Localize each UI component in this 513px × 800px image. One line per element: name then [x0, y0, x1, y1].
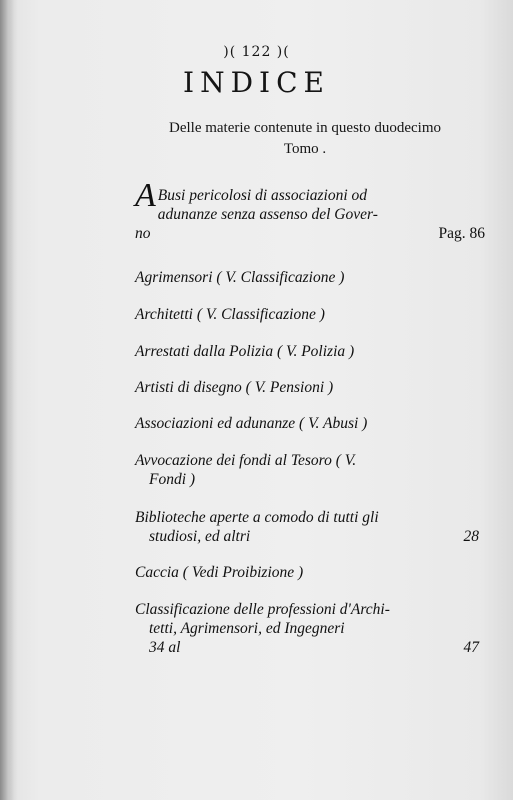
entry-line-text: 34 al	[149, 639, 181, 656]
entry-line: Fondi )	[149, 471, 196, 488]
index-entry-caccia	[135, 563, 485, 582]
entry-line: Avvocazione dei fondi al Tesoro ( V.	[135, 452, 357, 469]
entry-line: Architetti ( V. Classificazione )	[135, 306, 325, 323]
page-number: )( 122 )(	[223, 44, 290, 60]
page-reference: Pag. 86	[438, 225, 485, 242]
entry-line: Agrimensori ( V. Classificazione )	[135, 269, 345, 286]
entry-line: Associazioni ed adunanze ( V. Abusi )	[135, 415, 368, 432]
drop-cap: A	[135, 177, 156, 214]
entry-line: adunanze senza assenso del Gover-	[157, 206, 378, 223]
index-entry-classificazione	[135, 600, 485, 657]
index-entry-artisti	[135, 378, 485, 397]
index-entry-agrimensori	[135, 268, 485, 287]
page-reference: 28	[463, 528, 479, 545]
index-entry-avvocazione	[135, 451, 485, 489]
entry-line: tetti, Agrimensori, ed Ingegneri	[149, 620, 345, 637]
index-entry-biblioteche	[135, 508, 485, 546]
page-edge	[0, 0, 14, 800]
subtitle	[110, 118, 500, 160]
entry-line	[135, 527, 485, 546]
index-entry-architetti	[135, 305, 485, 324]
entry-line-text: studiosi, ed altri	[149, 528, 251, 545]
entry-line: Arrestati dalla Polizia ( V. Polizia )	[135, 343, 355, 360]
entry-line: Biblioteche aperte a comodo di tutti gli	[135, 509, 379, 526]
subtitle-line-2: Tomo .	[283, 141, 327, 157]
entry-line: Classificazione delle professioni d'Archi-	[135, 601, 390, 618]
index-entry-associazioni	[135, 414, 485, 433]
entry-line: Artisti di disegno ( V. Pensioni )	[135, 379, 334, 396]
entry-line: Busi pericolosi di associazioni od	[157, 187, 368, 204]
entry-line	[135, 638, 485, 657]
index-entry-arrestati	[135, 342, 485, 361]
page-reference: 47	[463, 639, 479, 656]
entry-line	[135, 224, 485, 243]
entry-line: Caccia ( Vedi Proibizione )	[135, 564, 304, 581]
index-entry-abusi	[135, 177, 485, 243]
index-title: INDICE	[183, 66, 330, 99]
entry-line-text: no	[135, 225, 151, 242]
subtitle-line-1: Delle materie contenute in questo duodecimo	[169, 120, 441, 136]
